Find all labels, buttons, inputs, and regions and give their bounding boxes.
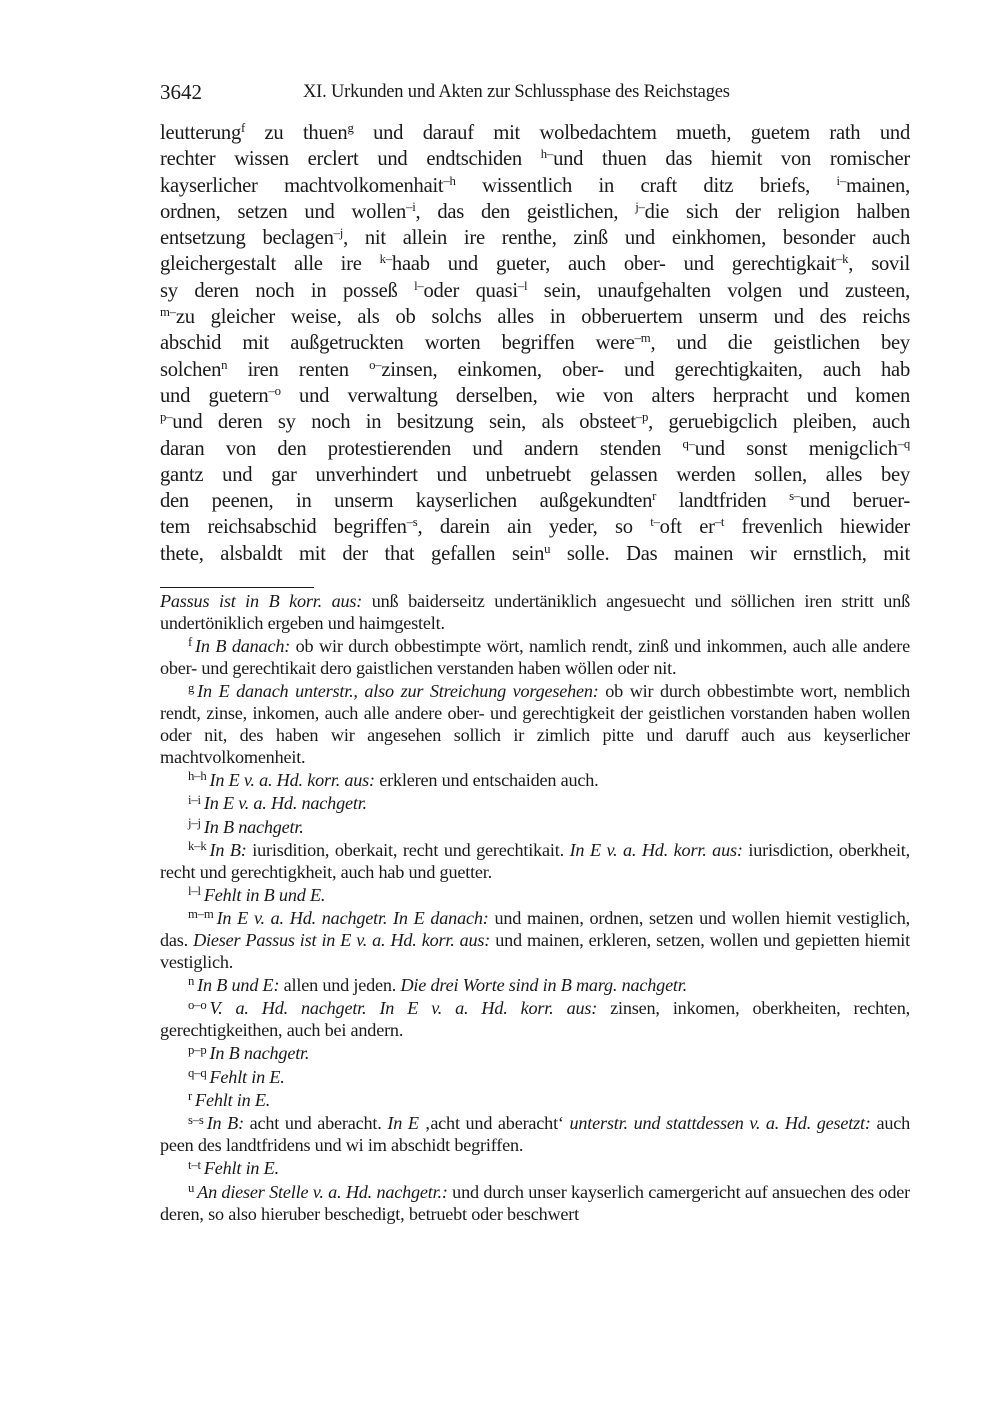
text-run: thete, alsbaldt mit der that gefallen sein [160, 542, 545, 565]
text-line [160, 330, 910, 356]
footnote-label: i–i [188, 792, 201, 807]
text-run: , nit allein ire renthe, zinß und einkhomen, besonder auch [343, 227, 910, 250]
text-run: , darein ain yeder, so [417, 516, 651, 539]
footnote-marker[interactable]: g [347, 120, 354, 135]
text-run: iren renten [227, 358, 370, 381]
footnote-editorial-note: V. a. Hd. nachgetr. In E v. a. Hd. korr. aus: [209, 998, 598, 1019]
footnote [160, 975, 910, 997]
footnote-editorial-note: In E v. a. Hd. korr. aus: [569, 839, 743, 860]
footnote-label: u [188, 1181, 195, 1196]
text-run: kayserlicher machtvolkomenhait [160, 174, 444, 197]
footnote-marker[interactable]: r [652, 489, 657, 504]
footnote-label: r [188, 1089, 193, 1104]
footnote-label: q–q [188, 1066, 207, 1081]
footnote [160, 908, 910, 973]
text-run: und beruer- [799, 490, 910, 513]
footnote-marker[interactable]: u [544, 541, 551, 556]
footnote [160, 885, 910, 907]
text-run: und guetern [160, 384, 269, 407]
text-run: gleichergestalt alle ire [160, 253, 380, 276]
footnote [160, 793, 910, 815]
footnote-marker[interactable]: –q [897, 436, 910, 451]
footnote [160, 681, 910, 768]
footnote-marker[interactable]: –p [635, 410, 649, 425]
footnote-label: l–l [188, 884, 201, 899]
footnote-text: und mainen, erkleren, setzen, wollen und gepietten hiemit vestiglich. [160, 930, 911, 972]
text-line [160, 488, 910, 514]
footnote-text: und durch unser kayserlich camergericht auf ansuechen des oder deren, so also hieruber beschedigt, betruebt oder beschwert [160, 1181, 911, 1224]
text-line [160, 173, 910, 199]
footnote-marker[interactable]: –i [406, 199, 416, 214]
footnote-marker[interactable]: t– [650, 515, 660, 530]
footnote-label: f [188, 635, 193, 650]
text-line [160, 541, 910, 567]
text-line [160, 409, 910, 435]
text-run: zu thuen [245, 122, 348, 144]
footnote-label: k–k [188, 839, 207, 854]
text-run: und verwaltung derselben, wie von alters herpracht und komen [280, 384, 910, 407]
text-line [160, 146, 910, 172]
footnote-marker[interactable]: –h [443, 173, 456, 188]
text-line [160, 251, 910, 277]
footnote-label: m–m [188, 907, 214, 922]
footnote-marker[interactable]: –m [634, 331, 651, 346]
footnote [160, 817, 910, 839]
footnote-marker[interactable]: –o [268, 383, 281, 398]
text-run: oft er [659, 516, 715, 539]
text-run: solchen [160, 358, 222, 381]
footnote [160, 591, 910, 635]
footnotes [160, 591, 910, 1225]
text-run: , geruebigclich pleiben, auch [648, 411, 910, 434]
text-line [160, 199, 910, 225]
footnote-marker[interactable]: l– [414, 278, 424, 293]
text-run: frevenlich hiewider [724, 516, 910, 539]
footnote-marker[interactable]: j– [635, 199, 645, 214]
footnote-editorial-note: In B: [206, 1113, 244, 1134]
running-head [160, 78, 910, 108]
text-run: abschid mit außgetruckten worten begriffen were [160, 332, 635, 355]
text-run: mainen, [845, 174, 910, 197]
footnote-label: o–o [188, 997, 207, 1012]
footnote-text: ‚acht und aberacht‘ [418, 1113, 570, 1134]
footnote-editorial-note: Dieser Passus ist in E v. a. Hd. korr. aus: [193, 930, 491, 950]
footnote-marker[interactable]: s– [789, 489, 800, 504]
footnote-marker[interactable]: –j [333, 226, 344, 241]
footnote-editorial-note: In E v. a. Hd. korr. aus: [209, 769, 375, 790]
footnote-marker[interactable]: f [241, 120, 246, 135]
footnote-label: n [188, 974, 195, 989]
footnote-label: j–j [188, 815, 201, 830]
main-text [160, 120, 910, 567]
text-run: zinsen, einkomen, ober- und gerechtigkaiten, auch hab [381, 358, 910, 381]
footnote-text: unß baiderseitz undertäniklich angesuecht und söllichen iren stritt unß undertöniklich ergeben und haimgestelt. [160, 591, 910, 633]
footnote [160, 1182, 910, 1226]
text-run: haab und gueter, auch ober- und gerechtigkait [391, 253, 837, 276]
footnote-editorial-note: In B danach: [195, 636, 291, 657]
footnote [160, 1043, 910, 1065]
footnote-editorial-note: In E v. a. Hd. nachgetr. [203, 793, 367, 814]
footnote-editorial-note: In B: [209, 839, 247, 860]
text-line [160, 357, 910, 383]
footnote-marker[interactable]: –k [836, 252, 849, 267]
text-line [160, 436, 910, 462]
footnote-editorial-note: In B nachgetr. [203, 816, 304, 837]
text-run: tem reichsabschid begriffen [160, 516, 407, 539]
footnote-marker[interactable]: q– [682, 436, 695, 451]
footnote-text: und mainen, ordnen, setzen und wollen hiemit vestiglich, das. [160, 908, 910, 950]
footnote-text: auch peen des landtfridens und wi im abschidt begriffen. [160, 1113, 910, 1156]
footnote-text: zinsen, inkomen, oberkheiten, rechten, gerechtigkeithen, auch bei andern. [160, 998, 910, 1041]
text-run: oder quasi [423, 279, 518, 302]
footnote-editorial-note: An dieser Stelle v. a. Hd. nachgetr.: [197, 1181, 448, 1202]
text-run: die sich der religion halben [644, 200, 910, 223]
footnote-rule [160, 587, 314, 588]
text-line [160, 304, 910, 330]
text-run: solle. Das mainen wir ernstlich, mit [550, 542, 910, 565]
footnote-text: ob wir durch obbestimbte wort, nemblich rendt, zinse, inkomen, auch alle andere ober- und gerechtigkeit der geistlichen vorstanden haben wollen oder nit, des haben wir angesehen sollich ir zimlich pitte und daruff auch aus keyserlicher machtvolkomenheit. [160, 681, 910, 767]
footnote-text: acht und aberacht. [243, 1113, 388, 1134]
text-line [160, 120, 910, 146]
footnote-marker[interactable]: m– [160, 305, 176, 320]
text-run: zu gleicher weise, als ob solchs alles in obberuertem unserm und des reichs [175, 306, 910, 329]
footnote [160, 1113, 910, 1157]
footnote-label: t–t [188, 1157, 201, 1172]
text-line [160, 462, 910, 488]
footnote [160, 1090, 910, 1112]
footnote-marker[interactable]: h– [540, 147, 554, 162]
text-run: daran von den protestierenden und andern stenden [160, 437, 683, 460]
footnote [160, 840, 910, 884]
footnote-editorial-note: Fehlt in B und E. [203, 884, 326, 905]
footnote [160, 1067, 910, 1089]
footnote [160, 770, 910, 792]
footnote-text: ob wir durch obbestimpte wört, namlich rendt, zinß und inkommen, auch alle andere ober- und gerechtikait dero gaistlichen verstanden haben wöllen oder nit. [160, 636, 910, 678]
running-head-title: XI. Urkunden und Akten zur Schlussphase des Reichstages [303, 82, 730, 102]
footnote-text: iurisdition, oberkait, recht und gerechtikait. [246, 839, 570, 860]
footnote-editorial-note: In B nachgetr. [209, 1043, 310, 1064]
footnote-marker[interactable]: i– [836, 173, 846, 188]
text-run: entsetzung beclagen [160, 227, 334, 250]
text-run: ordnen, setzen und wollen [160, 200, 407, 223]
footnote-label: p–p [188, 1042, 207, 1057]
page-number: 3642 [160, 80, 202, 104]
footnote-marker[interactable]: p– [160, 410, 173, 425]
footnote-editorial-note: Fehlt in E. [195, 1090, 271, 1111]
footnote [160, 636, 910, 680]
text-line [160, 383, 910, 409]
text-run: leutterung [160, 122, 241, 144]
footnote-editorial-note: unterstr. und stattdessen v. a. Hd. gesetzt: [569, 1113, 871, 1134]
text-run: , das den geistlichen, [415, 200, 636, 223]
footnote-marker[interactable]: –t [714, 515, 725, 530]
footnote-marker[interactable]: –s [406, 515, 418, 530]
footnote-editorial-note: Fehlt in E. [203, 1158, 279, 1179]
footnote-editorial-note: Die drei Worte sind in B marg. nachgetr. [400, 975, 687, 996]
footnote [160, 998, 910, 1042]
text-line [160, 514, 910, 540]
text-run: , sovil [848, 253, 910, 276]
text-run: wissentlich in craft ditz briefs, [455, 174, 837, 197]
footnote-marker[interactable]: –l [517, 278, 528, 293]
text-run: , und die geistlichen bey [650, 332, 910, 355]
text-run: und deren sy noch in besitzung sein, als obsteet [172, 411, 636, 434]
footnote-marker[interactable]: n [221, 357, 228, 372]
text-run: und sonst menigclich [694, 437, 898, 460]
text-run: rechter wissen erclert und endtschiden [160, 148, 541, 171]
footnote-editorial-note: In E danach unterstr., also zur Streichung vorgesehen: [197, 681, 599, 702]
text-run: und thuen das hiemit von romischer [553, 148, 910, 171]
text-line [160, 225, 910, 251]
page [160, 78, 910, 1227]
text-run: gantz und gar unverhindert und unbetruebt gelassen werden sollen, alles bey [160, 463, 910, 486]
text-run: den peenen, in unserm kayserlichen außgekundten [160, 490, 653, 513]
footnote-label: h–h [188, 769, 207, 784]
footnote-label: g [188, 680, 195, 695]
text-run: sein, unaufgehalten volgen und zusteen, [527, 279, 910, 302]
footnote-editorial-note: In E [387, 1113, 419, 1134]
footnote-editorial-note: Fehlt in E. [209, 1066, 285, 1087]
footnote-text: iurisdiction, oberkheit, recht und gerechtigkheit, auch hab und guetter. [160, 839, 910, 882]
footnote-editorial-note: In E v. a. Hd. nachgetr. In E danach: [216, 908, 489, 929]
footnote-label: s–s [188, 1112, 204, 1127]
text-run: sy deren noch in posseß [160, 279, 415, 302]
footnote-editorial-note: Passus ist in B korr. aus: [160, 591, 363, 612]
footnote [160, 1158, 910, 1180]
footnote-text: allen und jeden. [279, 975, 401, 996]
text-line [160, 278, 910, 304]
footnote-editorial-note: In B und E: [197, 975, 280, 996]
footnote-marker[interactable]: k– [379, 252, 392, 267]
text-run: landtfriden [656, 490, 790, 513]
footnote-text: erkleren und entschaiden auch. [374, 769, 599, 790]
text-run: und darauf mit wolbedachtem mueth, guetem rath und [353, 122, 910, 144]
footnote-marker[interactable]: o– [369, 357, 382, 372]
